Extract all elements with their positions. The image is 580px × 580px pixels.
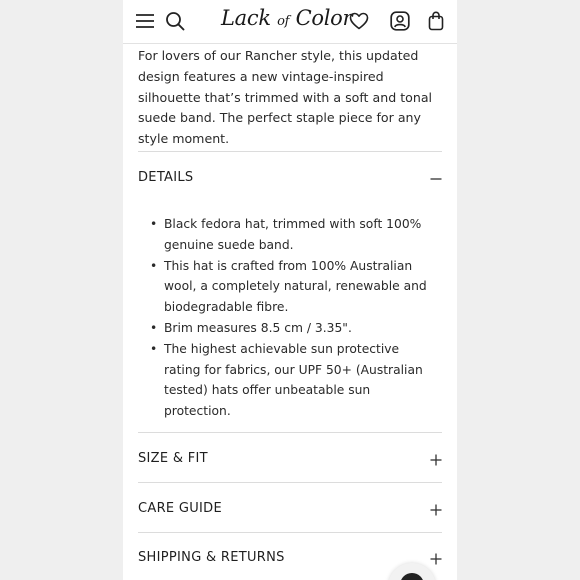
details-bullet-list xyxy=(149,214,439,422)
accordion-size-fit-title[interactable]: SIZE & FIT xyxy=(138,451,208,466)
plus-icon[interactable] xyxy=(430,451,442,463)
divider xyxy=(138,151,442,152)
accordion-care-guide-title[interactable]: CARE GUIDE xyxy=(138,501,222,516)
site-header xyxy=(123,0,457,44)
minus-icon[interactable] xyxy=(430,170,442,182)
heart-icon[interactable] xyxy=(348,11,370,31)
bag-icon[interactable] xyxy=(425,11,447,31)
account-icon[interactable] xyxy=(389,11,411,31)
list-item: • This hat is crafted from 100% Australian wool, a completely natural, renewable and biodegradable fibre. xyxy=(149,256,439,318)
divider xyxy=(138,482,442,483)
list-item: • The highest achievable sun protective rating for fabrics, our UPF 50+ (Australian tested) hats offer unbeatable sun protection. xyxy=(149,339,439,422)
plus-icon[interactable] xyxy=(430,501,442,513)
search-icon[interactable] xyxy=(164,11,186,31)
mobile-page xyxy=(123,0,457,580)
menu-icon[interactable] xyxy=(134,11,156,31)
list-item: • Brim measures 8.5 cm / 3.35". xyxy=(149,318,439,339)
plus-icon[interactable] xyxy=(430,550,442,562)
chat-button[interactable] xyxy=(388,563,436,580)
list-item: • Black fedora hat, trimmed with soft 100% genuine suede band. xyxy=(149,214,439,256)
brand-logo[interactable]: Lack of Color xyxy=(221,6,353,30)
divider xyxy=(138,532,442,533)
chat-icon xyxy=(400,573,424,580)
accordion-details-title[interactable]: DETAILS xyxy=(138,170,194,185)
accordion-shipping-returns-title[interactable]: SHIPPING & RETURNS xyxy=(138,550,285,565)
product-description: For lovers of our Rancher style, this updated design features a new vintage-inspired silhouette that’s trimmed with a soft and tonal suede band. The perfect staple piece for any style moment. xyxy=(138,48,433,147)
divider xyxy=(138,432,442,433)
